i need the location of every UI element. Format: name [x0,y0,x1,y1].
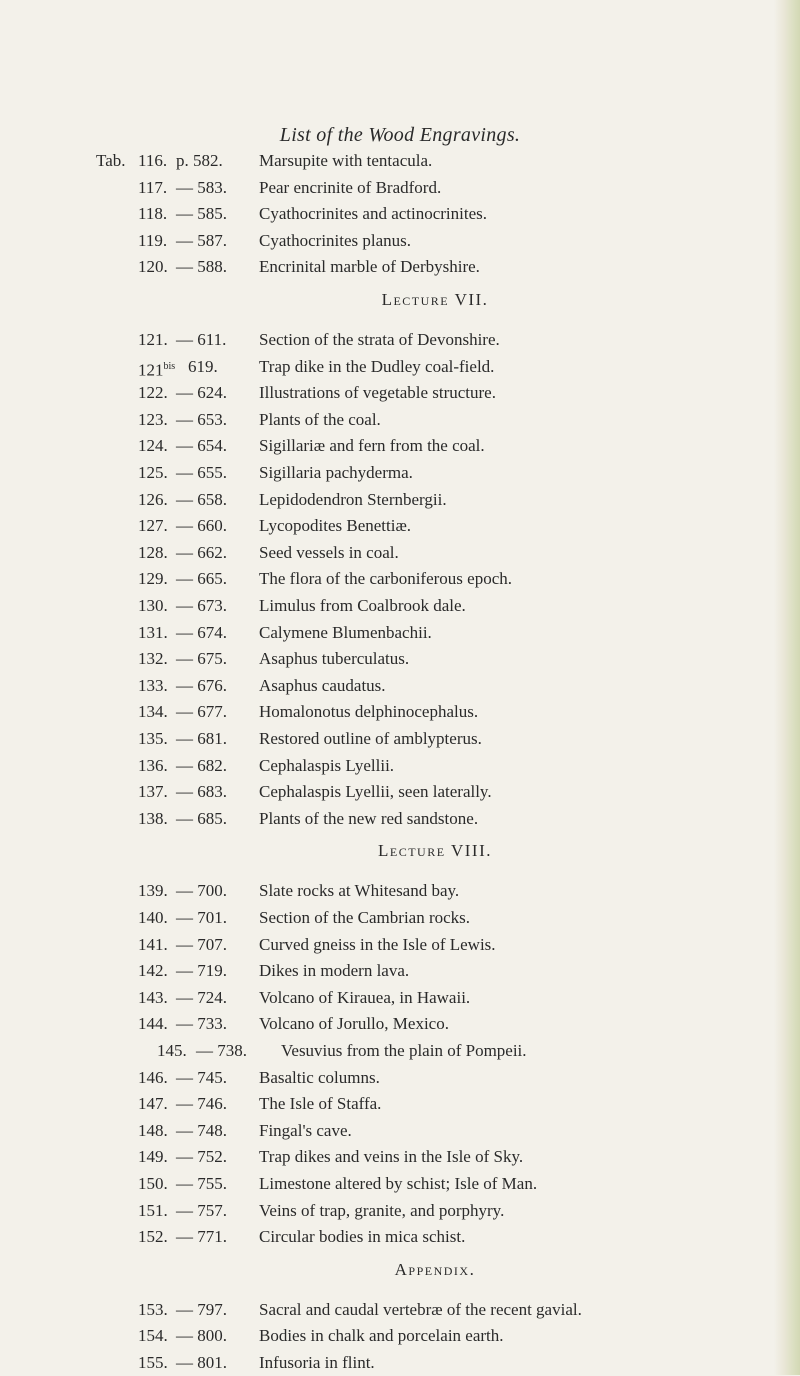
figure-number-text: 147. [138,1094,168,1114]
engraving-title: Cyathocrinites and actinocrinites. [259,204,488,224]
engraving-title: Vesuvius from the plain of Pompeii. [281,1041,527,1060]
figure-number [138,148,167,174]
page-reference: — 588. [176,257,227,277]
figure-number-text: 133. [138,675,168,695]
list-item [0,433,800,459]
page-reference: — 655. [176,463,227,482]
list-item [0,985,800,1011]
engraving-title: Limestone altered by schist; Isle of Man. [259,1174,538,1193]
list-item [0,1297,800,1323]
section-heading: Appendix. [394,1259,476,1279]
page-reference: p. 582. [176,151,223,170]
figure-number-text: 150. [138,1174,168,1193]
page-reference: — 801. [176,1353,227,1372]
engraving-title: Veins of trap, granite, and porphyry. [259,1200,505,1220]
list-item [0,201,800,227]
figure-number-text: 124. [138,436,168,456]
list-item [0,1144,800,1170]
engraving-title: Plants of the new red sandstone. [259,808,479,828]
engraving-title: Asaphus tuberculatus. [259,649,410,669]
figure-number [138,1297,168,1323]
page-reference: — 665. [176,569,227,589]
figure-number [138,433,168,459]
list-item [0,905,800,931]
figure-number-text: 136. [138,755,168,775]
engraving-title: Asaphus caudatus. [259,675,386,695]
figure-number-text: 137. [138,782,168,802]
figure-number-text: 149. [138,1147,168,1167]
engraving-title: Circular bodies in mica schist. [259,1227,466,1247]
list-item [0,726,800,752]
engraving-title: Sacral and caudal vertebræ of the recent gavial. [259,1299,582,1319]
figure-number-text: 153. [138,1299,168,1319]
engraving-title: Marsupite with tentacula. [259,151,433,170]
figure-number-text: 127. [138,516,168,536]
page-reference: — 797. [176,1299,227,1319]
page-reference: — 660. [176,516,227,536]
figure-number [138,228,167,254]
figure-number-text: 123. [138,409,168,429]
engraving-title: Cephalaspis Lyellii, seen laterally. [259,782,492,802]
figure-number [138,753,168,779]
list-item [0,254,800,280]
figure-number [138,673,168,699]
figure-number [138,540,168,566]
engraving-title: Curved gneiss in the Isle of Lewis. [259,934,496,954]
page-reference: — 662. [176,542,227,562]
figure-number [138,1323,168,1349]
page-reference: — 701. [176,908,227,927]
figure-number [138,460,168,486]
engraving-title: Calymene Blumenbachii. [259,622,432,642]
list-item [0,593,800,619]
figure-number [138,726,168,752]
page-reference: — 583. [176,177,227,197]
figure-number-text: 148. [138,1120,168,1140]
page-reference: — 624. [176,383,227,403]
engraving-title: Lycopodites Benettiæ. [259,516,412,536]
engraving-title: Encrinital marble of Derbyshire. [259,257,480,277]
list-item [0,646,800,672]
engraving-title: Lepidodendron Sternbergii. [259,489,447,509]
page-reference: — 675. [176,649,227,669]
engraving-title: Trap dike in the Dudley coal-field. [259,356,495,376]
page-reference: — 800. [176,1326,227,1346]
list-item [0,327,800,353]
page-reference: — 748. [176,1120,227,1140]
engraving-title: Cephalaspis Lyellii. [259,755,395,775]
list-item [0,566,800,592]
page-reference: — 681. [176,729,227,748]
list-item [0,354,800,380]
engraving-title: Pear encrinite of Bradford. [259,177,442,197]
engraving-title: Basaltic columns. [259,1067,380,1087]
list-item [0,1091,800,1117]
figure-number [138,175,167,201]
engraving-title: Trap dikes and veins in the Isle of Sky. [259,1147,524,1167]
page-reference: — 719. [176,961,227,981]
list-item [0,407,800,433]
list-item [0,1065,800,1091]
figure-number [138,779,168,805]
figure-number-text: 144. [138,1014,168,1034]
figure-number [138,1091,168,1117]
figure-number-text: 120. [138,257,168,277]
figure-number [138,1171,168,1197]
figure-number-text: 121. [138,330,168,349]
engraving-title: Seed vessels in coal. [259,542,399,562]
figure-number [138,646,168,672]
engraving-title: Restored outline of amblypterus. [259,729,482,748]
figure-number [138,1198,168,1224]
figure-number-text: 119. [138,230,168,250]
engraving-title: Cyathocrinites planus. [259,230,412,250]
figure-number [157,1038,187,1064]
page-reference: — 658. [176,489,227,509]
figure-number [138,201,167,227]
page-reference: — 653. [176,409,227,429]
list-item [0,1171,800,1197]
figure-number-text: 154. [138,1326,168,1346]
list-item [0,1198,800,1224]
figure-number-text: 128. [138,542,168,562]
section-heading: Lecture VII. [381,290,489,309]
figure-number-text: 132. [138,649,168,669]
figure-number-text: 118. [138,204,168,224]
section-heading: Lecture VIII. [377,841,492,861]
figure-number [138,878,168,904]
list-item [0,878,800,904]
list-item [0,753,800,779]
figure-number [138,1350,168,1376]
list-item [0,148,800,174]
figure-number [138,1065,168,1091]
list-item [0,1011,800,1037]
figure-number-text: 125. [138,463,168,482]
figure-number-text: 155. [138,1353,168,1372]
figure-number [138,487,168,513]
figure-number [138,380,168,406]
figure-number [138,932,168,958]
list-item [0,932,800,958]
page-reference: — 746. [176,1094,227,1114]
engraving-title: The flora of the carboniferous epoch. [259,569,512,589]
figure-number [138,905,168,931]
figure-number-text: 135. [138,729,168,748]
list-item [0,1224,800,1250]
page-reference: — 683. [176,782,227,802]
list-item [0,487,800,513]
figure-number [138,327,168,353]
page-reference: — 700. [176,881,227,901]
page-reference: — 707. [176,934,227,954]
page-reference: — 585. [176,204,227,224]
figure-number-text: 145. [157,1041,187,1060]
engraving-title: Slate rocks at Whitesand bay. [259,881,460,901]
figure-number-text: 117. [138,177,168,197]
figure-number-text: 146. [138,1067,168,1087]
figure-number [138,593,168,619]
figure-number-text: 121 [138,360,164,380]
figure-number-text: 141. [138,934,168,954]
engraving-title: Homalonotus delphinocephalus. [259,702,479,722]
figure-number-text: 122. [138,383,168,403]
figure-number [138,1224,168,1250]
page-reference: — 733. [176,1014,227,1034]
engraving-title: Limulus from Coalbrook dale. [259,596,466,615]
engraving-title: Plants of the coal. [259,409,381,429]
figure-number-text: 138. [138,808,168,828]
list-item [0,1038,800,1064]
list-item [0,806,800,832]
figure-number-text: 151. [138,1200,168,1220]
page-reference: — 755. [176,1174,227,1193]
figure-number [138,513,168,539]
page-reference: — 677. [176,702,227,722]
list-item [0,699,800,725]
list-item [0,620,800,646]
page-reference: — 674. [176,622,227,642]
page-reference: — 676. [176,675,227,695]
list-item [0,779,800,805]
figure-number-text: 152. [138,1227,168,1247]
page-reference: — 611. [176,330,227,349]
figure-number [138,699,168,725]
figure-number [138,985,168,1011]
tab-prefix: Tab. [96,151,126,170]
figure-number [138,354,175,384]
page-reference: — 771. [176,1227,227,1247]
engraving-title: Illustrations of vegetable structure. [259,383,496,403]
figure-number-text: 134. [138,702,168,722]
engraving-title: Sigillaria pachyderma. [259,463,413,482]
figure-number-suffix: bis [163,360,176,372]
figure-number [138,407,168,433]
engraving-title: Dikes in modern lava. [259,961,410,981]
page-reference: 619. [188,356,218,376]
engraving-title: Bodies in chalk and porcelain earth. [259,1326,504,1346]
list-item [0,1118,800,1144]
figure-number-text: 143. [138,987,168,1007]
running-head: List of the Wood Engravings. [279,124,521,146]
page-reference: — 654. [176,436,227,456]
figure-number [138,566,168,592]
engraving-title: Section of the strata of Devonshire. [259,330,500,349]
figure-number-text: 131. [138,622,168,642]
list-item [0,460,800,486]
figure-number [138,620,168,646]
figure-number-text: 140. [138,908,168,927]
list-item [0,228,800,254]
page-reference: — 757. [176,1200,227,1220]
list-item [0,175,800,201]
figure-number-text: 130. [138,596,168,615]
list-item [0,380,800,406]
engraving-title: Volcano of Jorullo, Mexico. [259,1014,449,1034]
page-reference: — 745. [176,1067,227,1087]
figure-number [138,958,168,984]
page-reference: — 587. [176,230,227,250]
list-item [0,958,800,984]
page-reference: — 682. [176,755,227,775]
page-reference: — 738. [196,1041,247,1060]
engraving-title: Infusoria in flint. [259,1353,375,1372]
list-item [0,673,800,699]
list-item [0,513,800,539]
page-reference: — 752. [176,1147,227,1167]
figure-number [138,806,168,832]
engraving-title: Sigillariæ and fern from the coal. [259,436,485,456]
list-item [0,540,800,566]
list-item [0,1323,800,1349]
figure-number [138,254,168,280]
figure-number-text: 142. [138,961,168,981]
figure-number [138,1011,168,1037]
figure-number [138,1118,168,1144]
figure-number-text: 126. [138,489,168,509]
page-reference: — 673. [176,596,227,615]
page-reference: — 685. [176,808,227,828]
figure-number-text: 139. [138,881,168,901]
engraving-title: The Isle of Staffa. [259,1094,382,1114]
page-reference: — 724. [176,987,227,1007]
figure-number-text: 129. [138,569,168,589]
engraving-title: Volcano of Kirauea, in Hawaii. [259,987,471,1007]
figure-number-text: 116. [138,151,168,170]
engraving-title: Fingal's cave. [259,1120,352,1140]
figure-number [138,1144,168,1170]
list-item [0,1350,800,1376]
engraving-title: Section of the Cambrian rocks. [259,908,471,927]
